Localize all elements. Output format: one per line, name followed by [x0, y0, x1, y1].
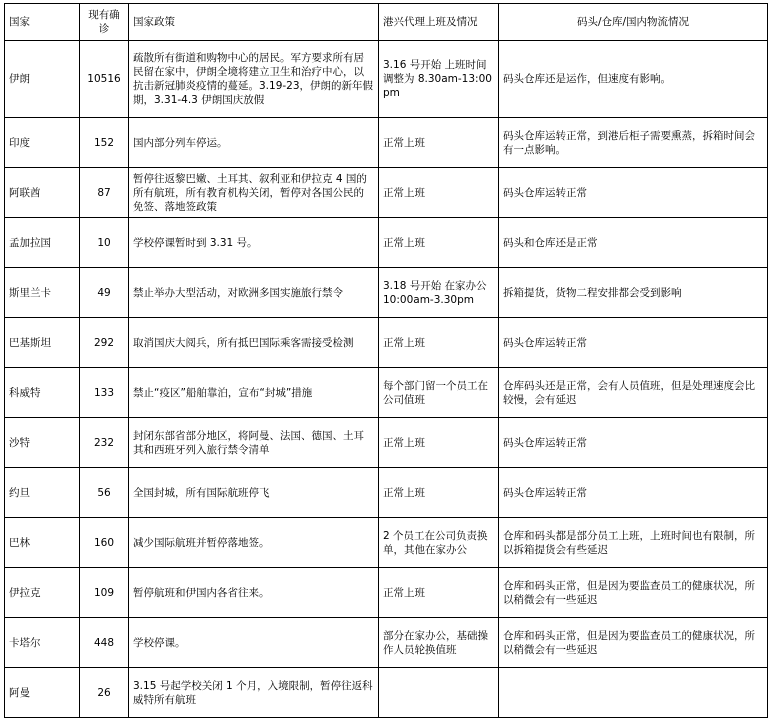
country-cell: 阿联酋 [5, 168, 80, 218]
country-cell: 印度 [5, 118, 80, 168]
table-row [5, 168, 768, 218]
logistics-cell: 码头仓库运转正常 [499, 168, 768, 218]
country-cell: 巴林 [5, 518, 80, 568]
header-country: 国家 [5, 4, 80, 41]
logistics-cell: 码头仓库运转正常，到港后柜子需要熏蒸，拆箱时间会有一点影响。 [499, 118, 768, 168]
logistics-cell [499, 668, 768, 718]
policy-cell: 学校停课暂时到 3.31 号。 [129, 218, 379, 268]
policy-cell: 疏散所有街道和购物中心的居民。军方要求所有居民留在家中，伊朗全境将建立卫生和治疗中心，以抗击新冠肺炎疫情的蔓延。3.19-23，伊朗的新年假期，3.31-4.3 伊朗国庆放假 [129, 41, 379, 118]
cases-cell: 232 [80, 418, 129, 468]
port-cell: 2 个员工在公司负责换单，其他在家办公 [379, 518, 499, 568]
header-row [5, 4, 768, 41]
logistics-cell: 仓库码头还是正常，会有人员值班，但是处理速度会比较慢，会有延迟 [499, 368, 768, 418]
port-cell: 正常上班 [379, 468, 499, 518]
table-row [5, 218, 768, 268]
policy-cell: 暂停航班和伊国内各省往来。 [129, 568, 379, 618]
cases-cell: 109 [80, 568, 129, 618]
policy-cell: 全国封城，所有国际航班停飞 [129, 468, 379, 518]
table-row [5, 418, 768, 468]
port-cell: 正常上班 [379, 568, 499, 618]
port-cell: 正常上班 [379, 418, 499, 468]
policy-cell: 禁止举办大型活动，对欧洲多国实施旅行禁令 [129, 268, 379, 318]
policy-cell: 封闭东部省部分地区，将阿曼、法国、德国、土耳其和西班牙列入旅行禁令清单 [129, 418, 379, 468]
policy-cell: 3.15 号起学校关闭 1 个月，入境限制，暂停往返科威特所有航班 [129, 668, 379, 718]
country-cell: 伊朗 [5, 41, 80, 118]
logistics-cell: 码头仓库还是运作，但速度有影响。 [499, 41, 768, 118]
policy-cell: 取消国庆大阅兵，所有抵巴国际乘客需接受检测 [129, 318, 379, 368]
port-cell: 每个部门留一个员工在公司值班 [379, 368, 499, 418]
cases-cell: 10 [80, 218, 129, 268]
port-cell: 正常上班 [379, 318, 499, 368]
logistics-cell: 仓库和码头正常，但是因为要监查员工的健康状况，所以稍微会有一些延迟 [499, 618, 768, 668]
country-cell: 约旦 [5, 468, 80, 518]
country-cell: 卡塔尔 [5, 618, 80, 668]
header-cases: 现有确诊 [80, 4, 129, 41]
table-row [5, 368, 768, 418]
policy-cell: 学校停课。 [129, 618, 379, 668]
country-cell: 科威特 [5, 368, 80, 418]
table-row [5, 41, 768, 118]
port-cell: 3.18 号开始 在家办公 10:00am-3.30pm [379, 268, 499, 318]
logistics-cell: 码头仓库运转正常 [499, 418, 768, 468]
table-row [5, 618, 768, 668]
cases-cell: 292 [80, 318, 129, 368]
country-cell: 沙特 [5, 418, 80, 468]
port-cell: 正常上班 [379, 218, 499, 268]
table-row [5, 518, 768, 568]
logistics-cell: 码头仓库运转正常 [499, 468, 768, 518]
logistics-cell: 拆箱提货，货物二程安排都会受到影响 [499, 268, 768, 318]
port-cell: 正常上班 [379, 118, 499, 168]
cases-cell: 160 [80, 518, 129, 568]
port-cell: 3.16 号开始 上班时间调整为 8.30am-13:00pm [379, 41, 499, 118]
header-policy: 国家政策 [129, 4, 379, 41]
policy-cell: 暂停往返黎巴嫩、土耳其、叙利亚和伊拉克 4 国的所有航班，所有教育机构关闭，暂停对各国公民的免签、落地签政策 [129, 168, 379, 218]
covid-policy-table [4, 3, 768, 718]
country-cell: 阿曼 [5, 668, 80, 718]
country-cell: 巴基斯坦 [5, 318, 80, 368]
cases-cell: 87 [80, 168, 129, 218]
table-row [5, 318, 768, 368]
country-cell: 孟加拉国 [5, 218, 80, 268]
policy-cell: 禁止“疫区”船舶靠泊，宣布“封城”措施 [129, 368, 379, 418]
port-cell: 部分在家办公，基础操作人员轮换值班 [379, 618, 499, 668]
cases-cell: 10516 [80, 41, 129, 118]
cases-cell: 448 [80, 618, 129, 668]
logistics-cell: 码头仓库运转正常 [499, 318, 768, 368]
country-cell: 斯里兰卡 [5, 268, 80, 318]
country-cell: 伊拉克 [5, 568, 80, 618]
port-cell: 正常上班 [379, 168, 499, 218]
logistics-cell: 仓库和码头正常，但是因为要监查员工的健康状况，所以稍微会有一些延迟 [499, 568, 768, 618]
header-logistics: 码头/仓库/国内物流情况 [499, 4, 768, 41]
table-row [5, 468, 768, 518]
cases-cell: 152 [80, 118, 129, 168]
cases-cell: 133 [80, 368, 129, 418]
header-port: 港兴代理上班及情况 [379, 4, 499, 41]
port-cell [379, 668, 499, 718]
table-row [5, 118, 768, 168]
logistics-cell: 仓库和码头都是部分员工上班，上班时间也有限制，所以拆箱提货会有些延迟 [499, 518, 768, 568]
cases-cell: 56 [80, 468, 129, 518]
cases-cell: 26 [80, 668, 129, 718]
table-row [5, 668, 768, 718]
policy-cell: 减少国际航班并暂停落地签。 [129, 518, 379, 568]
logistics-cell: 码头和仓库还是正常 [499, 218, 768, 268]
table-row [5, 568, 768, 618]
policy-cell: 国内部分列车停运。 [129, 118, 379, 168]
table-row [5, 268, 768, 318]
cases-cell: 49 [80, 268, 129, 318]
